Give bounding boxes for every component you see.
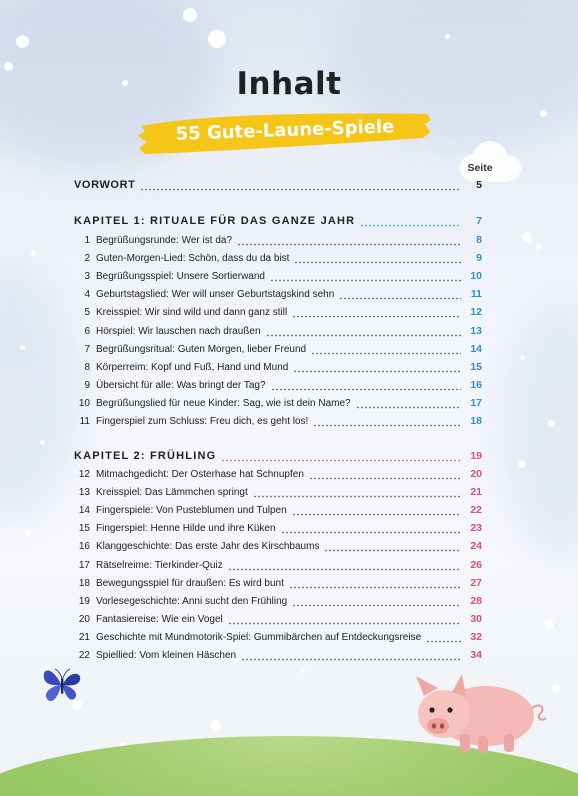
toc-entry[interactable] [74, 559, 482, 575]
dot-leader [140, 188, 461, 191]
snow-dot [30, 250, 36, 256]
snow-dot [300, 668, 305, 673]
toc-entry-page: 13 [470, 324, 482, 337]
toc-entry-page: 12 [470, 306, 482, 319]
dot-leader [294, 261, 461, 264]
dot-leader [311, 352, 461, 355]
toc-entry[interactable] [74, 288, 482, 304]
toc-entry-number: 3 [84, 271, 90, 283]
toc-chapter-2[interactable] [74, 450, 482, 466]
toc-entry-label: Spiellied: Vom kleinen Häschen [96, 650, 237, 661]
toc-entry-page: 15 [470, 360, 482, 373]
dot-leader [324, 549, 461, 552]
toc-entry-page: 24 [470, 540, 482, 553]
toc-entry-number: 11 [79, 416, 90, 427]
dot-leader [313, 424, 461, 427]
toc-entry-label: Fingerspiel zum Schluss: Freu dich, es geht los! [96, 416, 309, 427]
dot-leader [360, 224, 461, 227]
toc-entry-label: Kreisspiel: Wir sind wild und dann ganz still [96, 307, 288, 319]
snow-dot [208, 30, 226, 48]
toc-entry-number: 9 [84, 379, 90, 391]
chapter-page: 7 [476, 215, 482, 227]
toc-entry-number: 22 [78, 650, 90, 661]
toc-entry-label: Fingerspiel: Henne Hilde und ihre Küken [96, 523, 276, 535]
subtitle-banner [135, 108, 435, 158]
toc-entry-label: Fantasiereise: Wie ein Vogel [96, 613, 223, 625]
toc-entry[interactable] [74, 397, 482, 413]
toc-entry-page: 18 [470, 415, 482, 427]
toc-entry-page: 5 [476, 179, 482, 191]
snow-dot [536, 244, 542, 250]
toc-entry[interactable] [74, 540, 482, 556]
toc-entry-number: 14 [78, 505, 90, 517]
toc-entry-label: Klanggeschichte: Das erste Jahr des Kirschbaums [96, 541, 320, 553]
toc-entry-page: 23 [470, 522, 482, 535]
dot-leader [228, 622, 461, 625]
page-subtitle: 55 Gute-Laune-Spiele [175, 116, 395, 145]
snow-dot [183, 8, 197, 22]
toc-entry[interactable] [74, 522, 482, 538]
snow-dot [445, 34, 450, 39]
chapter-label: KAPITEL 1: RITUALE FÜR DAS GANZE JAHR [74, 215, 356, 227]
dot-leader [292, 513, 461, 516]
toc-entry-label: Guten-Morgen-Lied: Schön, dass du da bist [96, 253, 290, 265]
dot-leader [281, 531, 461, 534]
dot-leader [237, 243, 461, 246]
toc-entry-number: 18 [78, 577, 90, 589]
dot-leader [270, 279, 461, 282]
toc-entry-number: 13 [78, 487, 90, 499]
snow-dot [518, 460, 526, 468]
toc-entry-label: Begrüßungslied für neue Kinder: Sag, wie ist dein Name? [96, 397, 351, 409]
dot-leader [292, 315, 461, 318]
toc-entry-label: Hörspiel: Wir lauschen nach draußen [96, 325, 261, 337]
chapter-label: KAPITEL 2: FRÜHLING [74, 450, 217, 462]
toc-entry-number: 7 [84, 343, 90, 355]
toc-entry-page: 26 [470, 558, 482, 571]
pig-icon [408, 668, 548, 758]
toc-entry-page: 30 [470, 612, 482, 625]
toc-entry-page: 14 [470, 342, 482, 355]
toc-entry[interactable] [74, 613, 482, 629]
dot-leader [289, 586, 461, 589]
toc-entry-label: Kreisspiel: Das Lämmchen springt [96, 487, 248, 499]
toc-entry-label: Übersicht für alle: Was bringt der Tag? [96, 379, 266, 391]
toc-entry-label: Geschichte mit Mundmotorik-Spiel: Gummibärchen auf Entdeckungsreise [96, 631, 422, 643]
toc-entry-page: 20 [470, 468, 482, 480]
toc-entry-label: Bewegungsspiel für draußen: Es wird bunt [96, 577, 284, 589]
snow-dot [552, 685, 560, 693]
page-title: Inhalt [236, 66, 342, 102]
toc-entry[interactable] [74, 343, 482, 359]
toc-entry-number: 5 [84, 307, 90, 319]
toc-entry-number: 8 [84, 361, 90, 373]
toc-chapter-1[interactable] [74, 215, 482, 231]
toc-entry-number: 4 [84, 289, 90, 301]
toc-entry-number: 10 [78, 397, 90, 409]
toc-entry-number: 2 [84, 253, 90, 265]
toc-entry-vorwort[interactable] [74, 179, 482, 195]
snow-dot [16, 35, 29, 48]
dot-leader [228, 568, 461, 571]
snow-dot [40, 440, 45, 445]
toc-entry[interactable] [74, 252, 482, 268]
toc-entry-page: 17 [470, 396, 482, 409]
toc-entry[interactable] [74, 504, 482, 520]
toc-entry-number: 17 [78, 559, 90, 571]
toc-entry[interactable] [74, 325, 482, 341]
toc-entry-number: 16 [78, 541, 90, 553]
dot-leader [356, 406, 461, 409]
toc-entry-number: 21 [78, 631, 90, 643]
toc-entry-page: 34 [470, 649, 482, 661]
toc-entry-page: 8 [476, 234, 482, 246]
toc-entry-number: 15 [78, 523, 90, 535]
toc-entry[interactable] [74, 649, 482, 665]
toc-entry[interactable] [74, 595, 482, 611]
dot-leader [292, 604, 461, 607]
dot-leader [309, 477, 461, 480]
dot-leader [253, 495, 461, 498]
toc-entry[interactable] [74, 415, 482, 431]
toc-entry-label: VORWORT [74, 179, 136, 191]
toc-entry-label: Geburtstagslied: Wer will unser Geburtstagskind sehn [96, 289, 335, 301]
toc-entry-number: 12 [78, 469, 90, 480]
toc-entry-page: 10 [470, 270, 482, 283]
toc-entry[interactable] [74, 306, 482, 322]
dot-leader [266, 334, 461, 337]
toc-entry[interactable] [74, 234, 482, 250]
page-column-header: Seite [467, 162, 493, 174]
dot-leader [426, 640, 461, 643]
snow-dot [520, 355, 525, 360]
dot-leader [293, 370, 461, 373]
dot-leader [241, 658, 461, 661]
toc-entry-label: Körperreim: Kopf und Fuß, Hand und Mund [96, 361, 289, 373]
chapter-page: 19 [470, 450, 482, 462]
snow-dot [548, 420, 555, 427]
dot-leader [339, 297, 461, 300]
toc-entry-number: 1 [84, 235, 90, 246]
toc-entry-label: Fingerspiele: Von Pusteblumen und Tulpen [96, 505, 287, 517]
toc-entry-page: 21 [470, 486, 482, 499]
toc-entry-label: Begrüßungsspiel: Unsere Sortierwand [96, 271, 265, 283]
dot-leader [221, 459, 461, 462]
snow-dot [25, 530, 31, 536]
toc-entry[interactable] [74, 379, 482, 395]
butterfly-icon [40, 664, 84, 706]
toc-entry-page: 32 [470, 630, 482, 643]
toc-entry-page: 16 [470, 378, 482, 391]
snow-dot [540, 110, 547, 117]
toc-entry-label: Rätselreime: Tierkinder-Quiz [96, 559, 223, 571]
toc-entry-label: Begrüßungsritual: Guten Morgen, lieber Freund [96, 343, 307, 355]
toc-entry[interactable] [74, 361, 482, 377]
toc-entry-number: 20 [78, 613, 90, 625]
toc-entry[interactable] [74, 631, 482, 647]
toc-entry-label: Vorlesegeschichte: Anni sucht den Frühling [96, 595, 288, 607]
snow-dot [20, 345, 25, 350]
toc-entry-label: Begrüßungsrunde: Wer ist da? [96, 235, 233, 246]
toc-entry[interactable] [74, 468, 482, 484]
toc-entry-number: 19 [78, 595, 90, 607]
toc-entry-page: 9 [476, 252, 482, 265]
toc-entry-label: Mitmachgedicht: Der Osterhase hat Schnupfen [96, 469, 304, 480]
snow-dot [545, 620, 554, 629]
toc-entry-page: 22 [470, 504, 482, 517]
toc-entry-number: 6 [84, 325, 90, 337]
toc-entry-page: 28 [470, 594, 482, 607]
toc-entry-page: 11 [470, 288, 482, 301]
toc-entry[interactable] [74, 270, 482, 286]
toc-entry-page: 27 [470, 576, 482, 589]
toc-entry[interactable] [74, 577, 482, 593]
dot-leader [271, 388, 461, 391]
snow-dot [522, 232, 532, 242]
toc-entry[interactable] [74, 486, 482, 502]
snow-dot [210, 720, 221, 731]
